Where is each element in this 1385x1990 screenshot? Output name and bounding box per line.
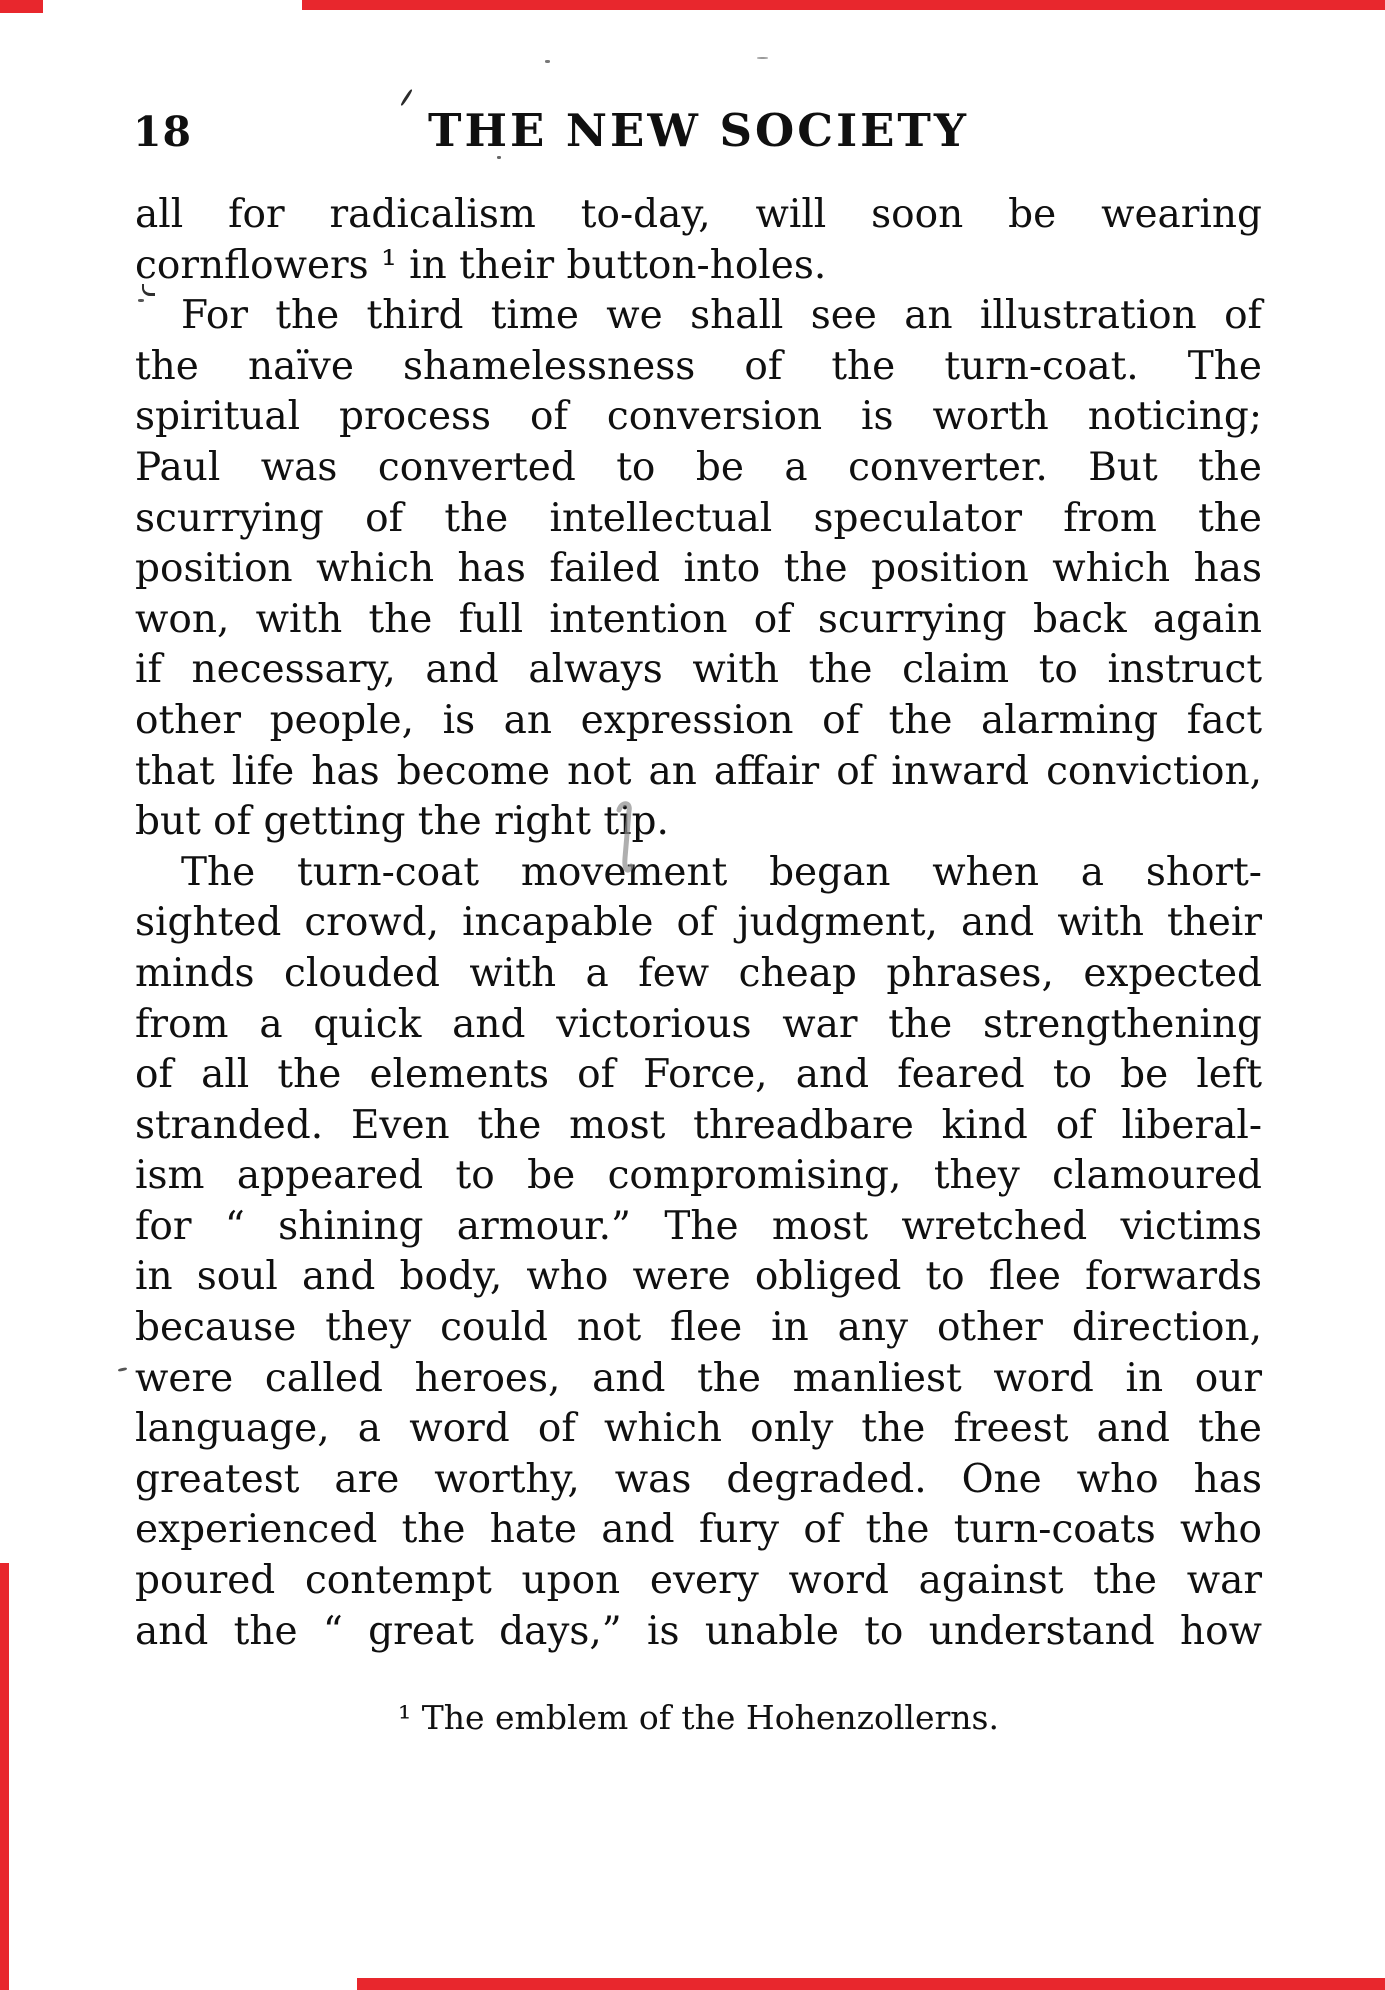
scan-edge-artifact-left: [0, 1563, 9, 1990]
text-line: in soul and body, who were obliged to flee forwards: [135, 1254, 1262, 1300]
scan-edge-artifact-bottom: [357, 1978, 1385, 1990]
text-line: Paul was converted to be a converter. But the: [135, 444, 1262, 490]
text-line: stranded. Even the most threadbare kind of liberal-: [135, 1102, 1262, 1148]
text-line: that life has become not an affair of inward conviction,: [135, 748, 1262, 794]
text-line: experienced the hate and fury of the turn-coats who: [135, 1507, 1262, 1553]
text-line: poured contempt upon every word against the war: [135, 1558, 1262, 1604]
page-number: 18: [133, 108, 193, 156]
text-line: language, a word of which only the freest and the: [135, 1406, 1262, 1452]
scan-edge-artifact-top-left: [0, 0, 43, 13]
text-line: spiritual process of conversion is worth noticing;: [135, 394, 1262, 440]
text-line: the naïve shamelessness of the turn-coat. The: [135, 343, 1262, 389]
text-line: The turn-coat movement began when a short-: [181, 849, 1262, 895]
pen-mark: [610, 798, 640, 880]
text-line: because they could not flee in any other direction,: [135, 1305, 1262, 1351]
text-line: were called heroes, and the manliest word in our: [135, 1355, 1262, 1401]
text-line: for “ shining armour.” The most wretched victims: [135, 1203, 1262, 1249]
ink-speck: [118, 1367, 127, 1372]
text-line: minds clouded with a few cheap phrases, expected: [135, 950, 1262, 996]
text-line: if necessary, and always with the claim to instruct: [135, 647, 1262, 693]
scan-edge-artifact-top: [302, 0, 1385, 10]
footnote: ¹ The emblem of the Hohenzollerns.: [398, 1698, 999, 1737]
text-line: won, with the full intention of scurrying back again: [135, 596, 1262, 642]
ink-speck: [757, 57, 768, 59]
text-line: all for radicalism to-day, will soon be wearing: [135, 192, 1262, 237]
text-line: scurrying of the intellectual speculator from the: [135, 495, 1262, 541]
text-line: For the third time we shall see an illustration of: [181, 293, 1262, 339]
body-text: [135, 190, 1262, 1657]
text-line: position which has failed into the position which has: [135, 546, 1262, 592]
text-line: but of getting the right tip.: [135, 799, 669, 845]
text-line: ism appeared to be compromising, they clamoured: [135, 1153, 1262, 1199]
text-line: other people, is an expression of the alarming fact: [135, 697, 1262, 743]
running-header: THE NEW SOCIETY: [427, 104, 970, 157]
text-line: and the “ great days,” is unable to understand how: [135, 1608, 1262, 1654]
text-line: from a quick and victorious war the strengthening: [135, 1001, 1262, 1047]
text-line: cornflowers ¹ in their button-holes.: [135, 242, 827, 288]
ink-speck: [545, 60, 550, 63]
text-line: greatest are worthy, was degraded. One who has: [135, 1456, 1262, 1502]
text-line: sighted crowd, incapable of judgment, and with their: [135, 900, 1262, 946]
text-line: of all the elements of Force, and feared to be left: [135, 1052, 1262, 1098]
